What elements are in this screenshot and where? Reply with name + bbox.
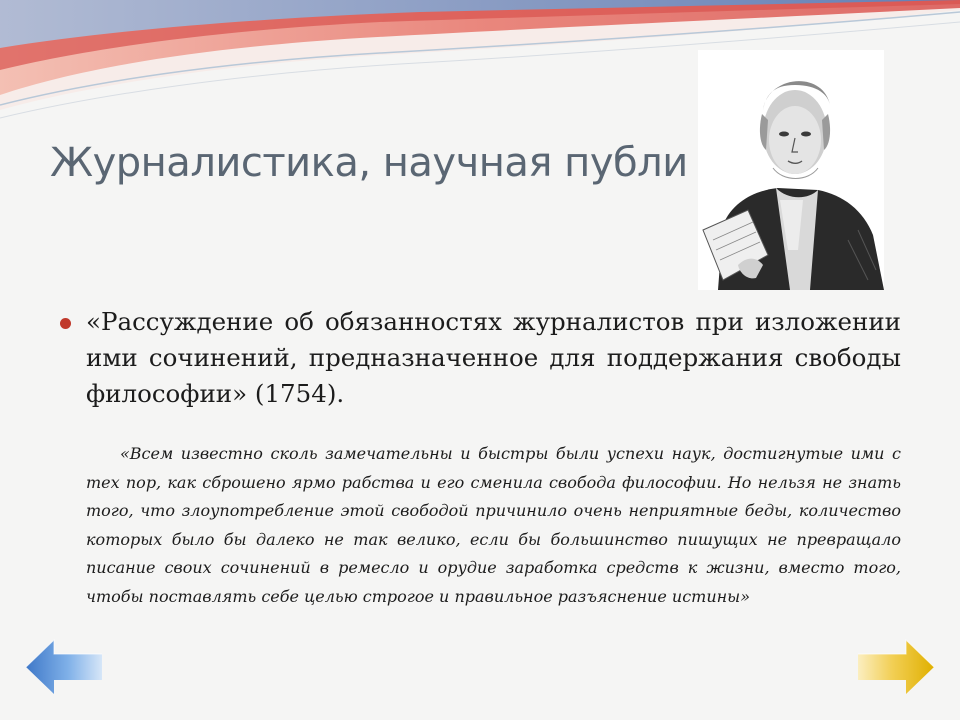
arrow-left-icon [24, 638, 104, 696]
bullet-text: «Рассуждение об обязанностях журналистов при изложении ими сочинений, предназначенное для поддержания свободы философии» (1754). [86, 307, 901, 408]
portrait-image [698, 50, 884, 290]
arrow-right-icon [856, 638, 936, 696]
next-slide-button[interactable] [856, 638, 936, 696]
slide-title: Журналистика, научная публи [50, 140, 688, 186]
bullet-dot-icon [60, 318, 71, 329]
quote-text: «Всем известно сколь замечательны и быстры были успехи наук, достигнутые ими с тех пор, как сброшено ярмо рабства и его сменила свобода философии. Но нельзя не знать того, что злоупотребление этой свободой причинило очень неприятные беды, количество которых было бы далеко не так велико, если бы большинство пишущих не превращало писание своих сочинений в ремесло и орудие заработка средств к жизни, вместо того, чтобы поставлять себе целью строгое и правильное разъяснение истины» [86, 444, 901, 606]
prev-slide-button[interactable] [24, 638, 104, 696]
